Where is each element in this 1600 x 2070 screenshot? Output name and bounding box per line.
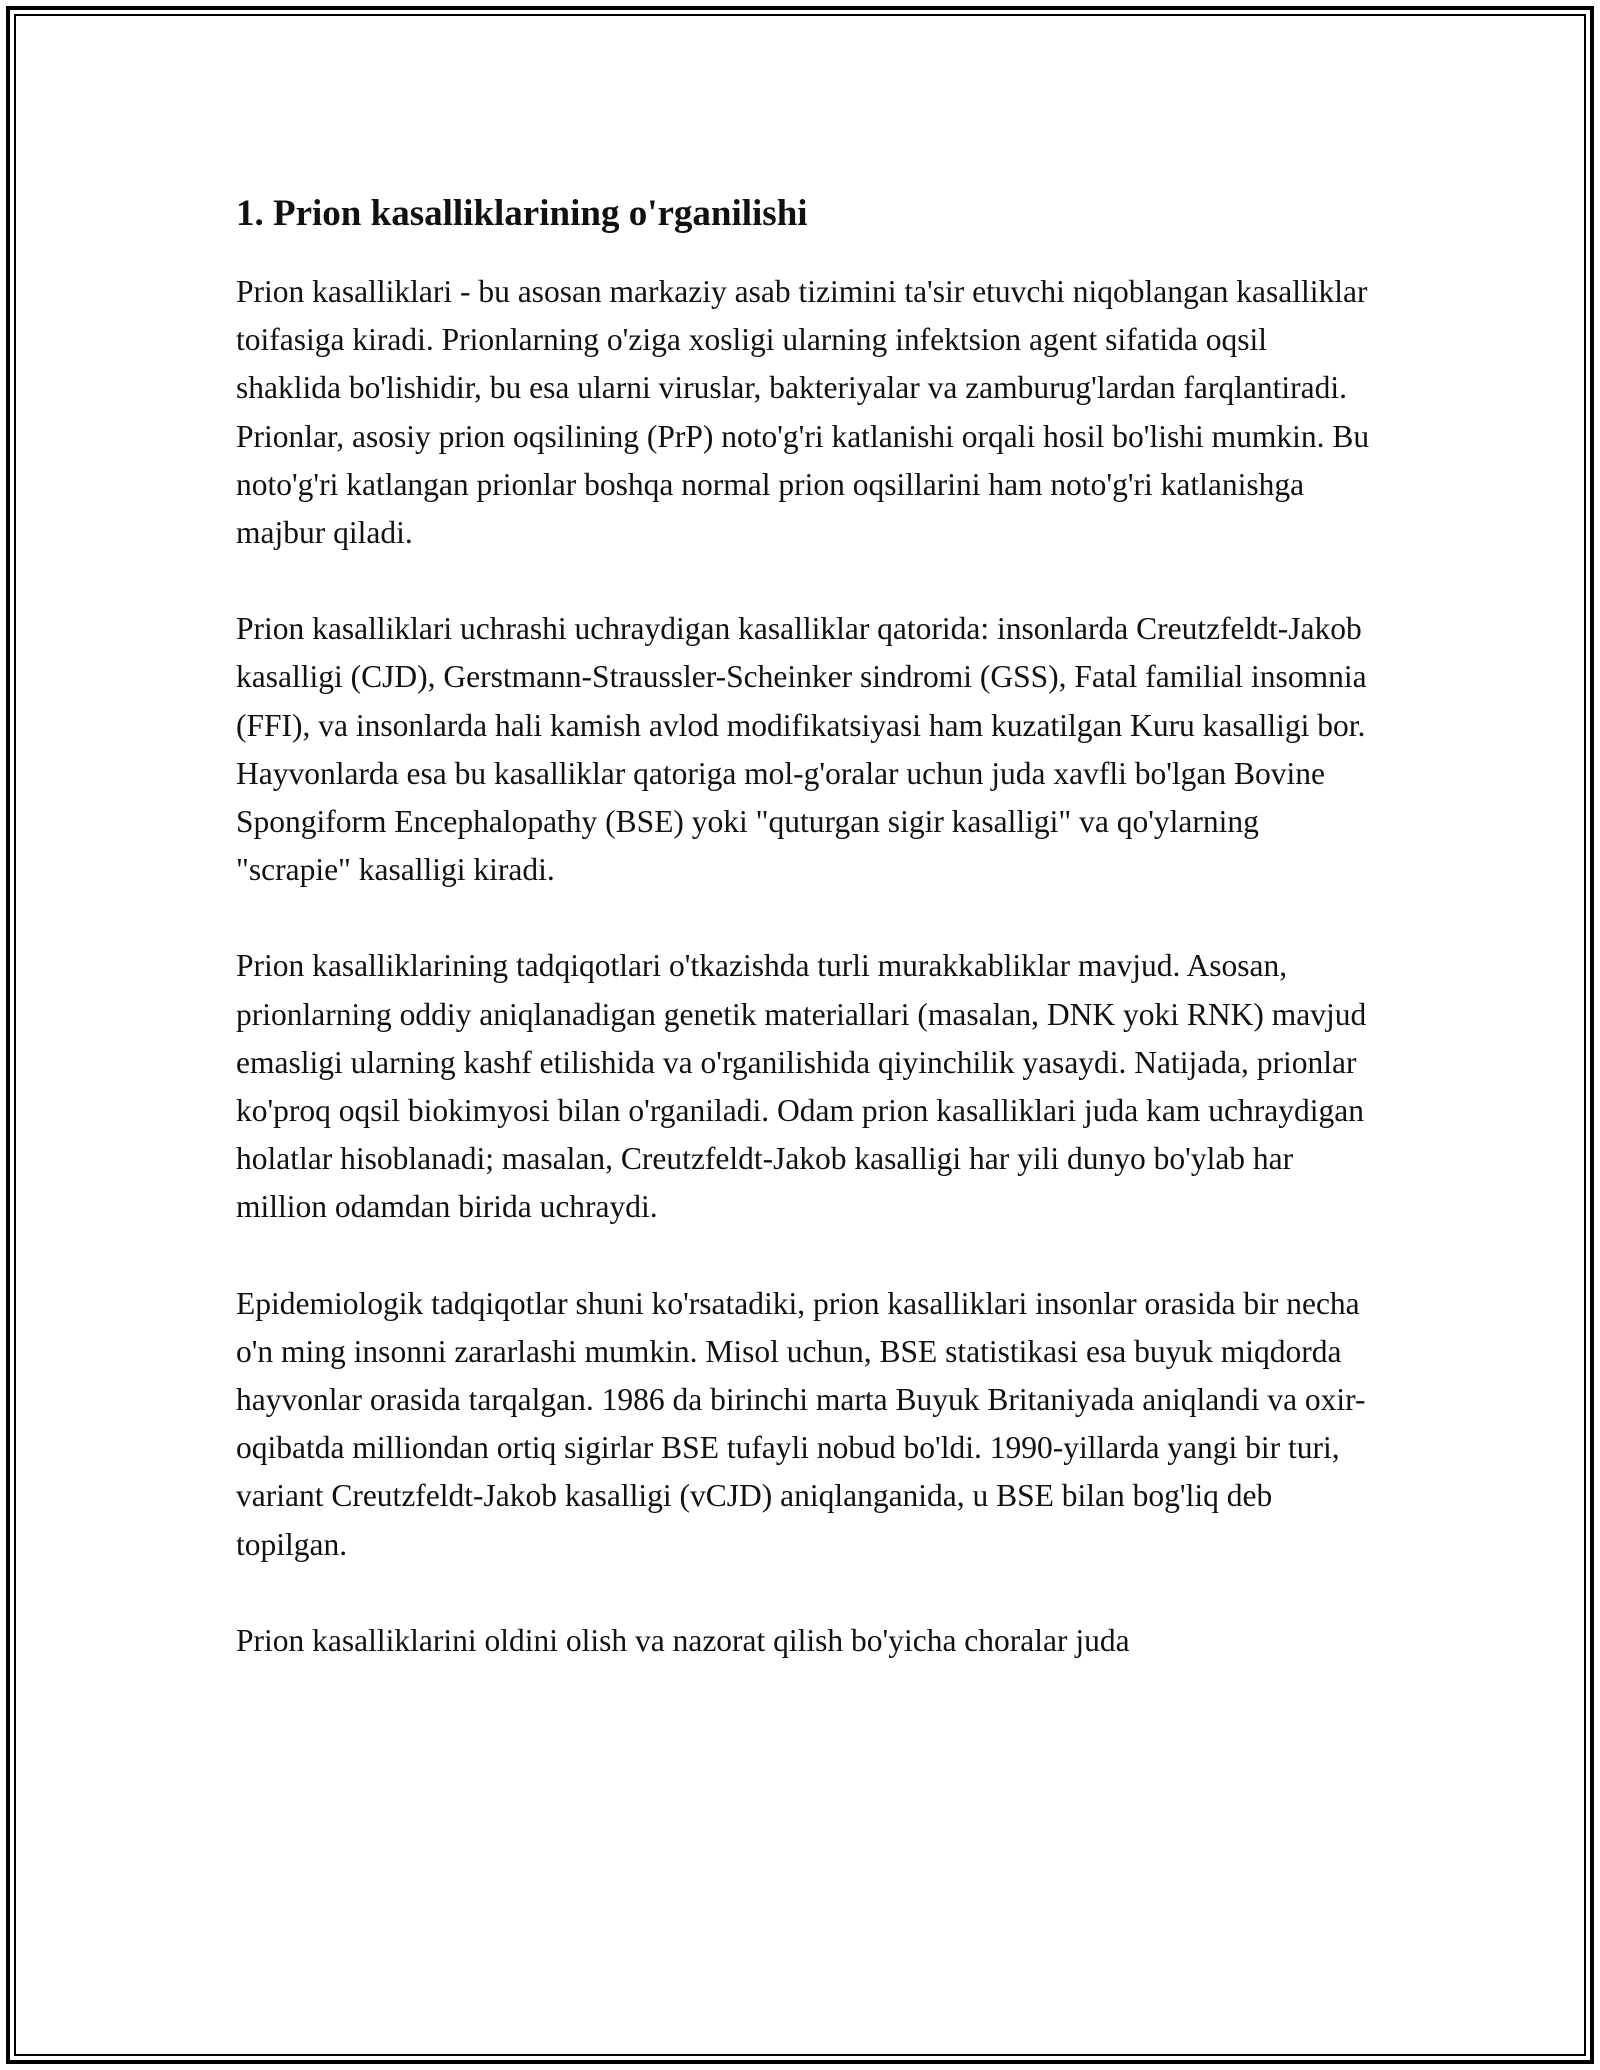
paragraph-1: Prion kasalliklari - bu asosan markaziy asab tizimini ta'sir etuvchi niqoblangan kasalliklar toifasiga kiradi. Prionlarning o'ziga xosligi ularning infektsion agent sifatida oqsil shaklida bo'lishidir, bu esa ularni viruslar, bakteriyalar va zamburug'lardan farqlantiradi. Prionlar, asosiy prion oqsilining (PrP) noto'g'ri katlanishi orqali hosil bo'lishi mumkin. Bu noto'g'ri katlangan prionlar boshqa normal prion oqsillarini ham noto'g'ri katlanishga majbur qiladi. <box>236 274 1370 551</box>
paragraph-3: Prion kasalliklarining tadqiqotlari o'tkazishda turli murakkabliklar mavjud. Asosan, prionlarning oddiy aniqlanadigan genetik materiallari (masalan, DNK yoki RNK) mavjud emasligi ularning kashf etilishida va o'rganilishida qiyinchilik yasaydi. Natijada, prionlar ko'proq oqsil biokimyosi bilan o'rganiladi. Odam prion kasalliklari juda kam uchraydigan holatlar hisoblanadi; masalan, Creutzfeldt-Jakob kasalligi har yili dunyo bo'ylab har million odamdan birida uchraydi. <box>236 948 1367 1225</box>
section-heading: 1. Prion kasalliklarining o'rganilishi <box>236 193 808 234</box>
paragraph-4: Epidemiologik tadqiqotlar shuni ko'rsatadiki, prion kasalliklari insonlar orasida bir necha o'n ming insonni zararlashi mumkin. Misol uchun, BSE statistikasi esa buyuk miqdorda hayvonlar orasida tarqalgan. 1986 da birinchi marta Buyuk Britaniyada aniqlandi va oxir-oqibatda milliondan ortiq sigirlar BSE tufayli nobud bo'ldi. 1990-yillarda yangi bir turi, variant Creutzfeldt-Jakob kasalligi (vCJD) aniqlanganida, u BSE bilan bog'liq deb topilgan. <box>236 1285 1366 1562</box>
paragraph-2: Prion kasalliklari uchrashi uchraydigan kasalliklar qatorida: insonlarda Creutzfeldt-Jakob kasalligi (CJD), Gerstmann-Straussler-Scheinker sindromi (GSS), Fatal familial insomnia (FFI), va insonlarda hali kamish avlod modifikatsiyasi ham kuzatilgan Kuru kasalligi bor. Hayvonlarda esa bu kasalliklar qatoriga mol-g'oralar uchun juda xavfli bo'lgan Bovine Spongiform Encephalopathy (BSE) yoki "quturgan sigir kasalligi" va qo'ylarning "scrapie" kasalligi kiradi. <box>236 611 1367 888</box>
paragraph-5: Prion kasalliklarini oldini olish va nazorat qilish bo'yicha choralar juda <box>236 1622 1130 1658</box>
document-body <box>236 186 1376 1713</box>
